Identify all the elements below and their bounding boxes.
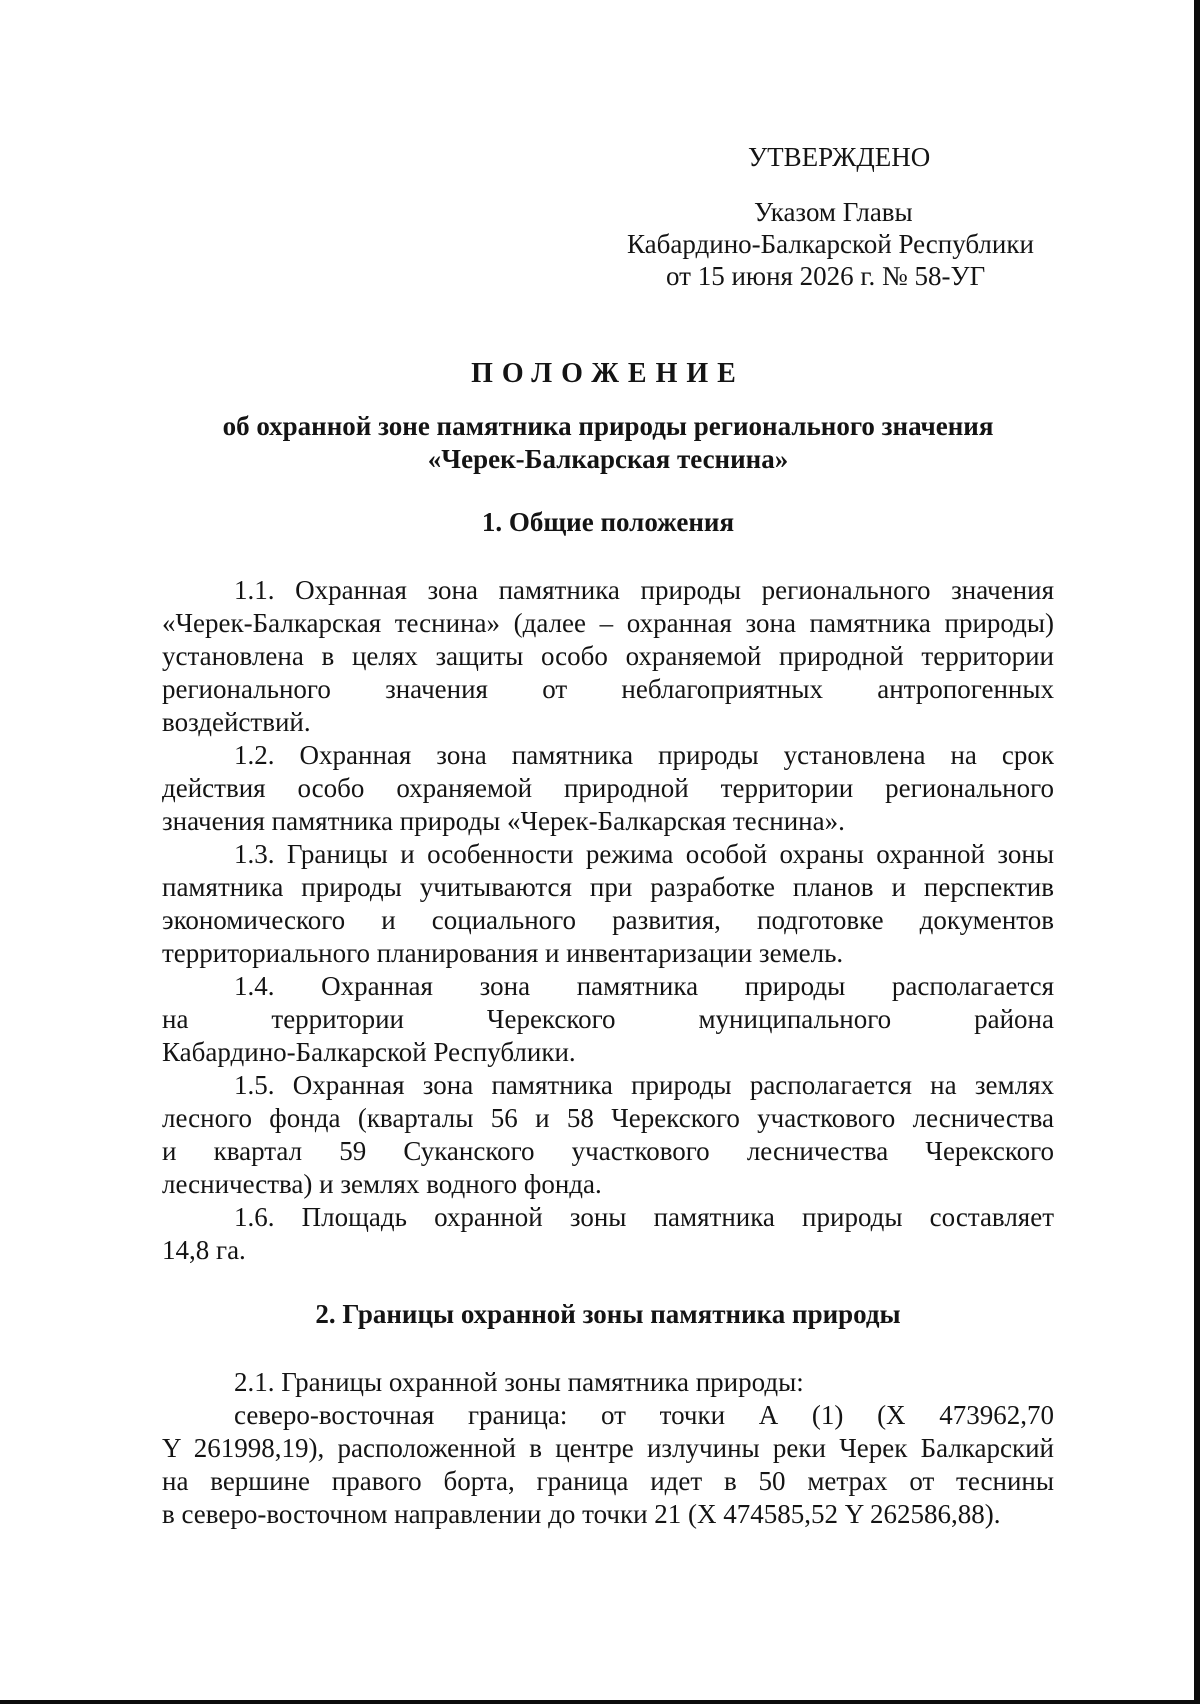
approval-line-1: Указом Главы [754, 197, 913, 227]
section-2-heading: 2. Границы охранной зоны памятника природы [315, 1299, 901, 1329]
paragraph-line: экономического и социального развития, подготовке документов [162, 905, 1054, 935]
approval-line-3: от 15 июня 2026 г. № 58-УГ [666, 261, 986, 291]
scan-edge-right [1194, 0, 1200, 1704]
paragraph-line: регионального значения от неблагоприятных антропогенных [162, 674, 1054, 704]
paragraph-line: лесничества) и землях водного фонда. [162, 1169, 602, 1199]
paragraph-line: 1.2. Охранная зона памятника природы установлена на срок [234, 740, 1054, 770]
subtitle-line-2: «Черек-Балкарская теснина» [427, 444, 789, 474]
approved-label: УТВЕРЖДЕНО [748, 142, 931, 172]
paragraph-line: и квартал 59 Суканского участкового лесничества Черекского [162, 1136, 1054, 1166]
paragraph-line: Y 261998,19), расположенной в центре излучины реки Черек Балкарский [162, 1433, 1054, 1463]
paragraph-line: 1.5. Охранная зона памятника природы располагается на землях [234, 1070, 1054, 1100]
approval-line-2: Кабардино-Балкарской Республики [627, 229, 1034, 259]
paragraph-line: на вершине правого борта, граница идет в 50 метрах от теснины [162, 1466, 1054, 1496]
paragraph-line: 2.1. Границы охранной зоны памятника природы: [234, 1367, 804, 1397]
paragraph-line: действия особо охраняемой природной территории регионального [162, 773, 1054, 803]
paragraph-line: значения памятника природы «Черек-Балкарская теснина». [162, 806, 845, 836]
paragraph-line: воздействий. [162, 707, 311, 737]
paragraph-line: 1.3. Границы и особенности режима особой охраны охранной зоны [234, 839, 1054, 869]
paragraph-line: на территории Черекского муниципального района [162, 1004, 1054, 1034]
document-title: ПОЛОЖЕНИЕ [471, 358, 745, 389]
scan-edge-bottom [0, 1700, 1200, 1704]
paragraph-line: «Черек-Балкарская теснина» (далее – охранная зона памятника природы) [162, 608, 1054, 638]
subtitle-line-1: об охранной зоне памятника природы регионального значения [222, 411, 994, 441]
paragraph-line: в северо-восточном направлении до точки 21 (Х 474585,52 Y 262586,88). [162, 1499, 1001, 1529]
paragraph-line: лесного фонда (кварталы 56 и 58 Черекского участкового лесничества [162, 1103, 1054, 1133]
paragraph-line: северо-восточная граница: от точки А (1) (Х 473962,70 [234, 1400, 1054, 1430]
paragraph-line: Кабардино-Балкарской Республики. [162, 1037, 576, 1067]
paragraph-line: установлена в целях защиты особо охраняемой природной территории [162, 641, 1054, 671]
paragraph-line: 1.1. Охранная зона памятника природы регионального значения [234, 575, 1054, 605]
paragraph-line: 14,8 га. [162, 1235, 246, 1265]
paragraph-line: 1.6. Площадь охранной зоны памятника природы составляет [234, 1202, 1054, 1232]
paragraph-line: территориального планирования и инвентаризации земель. [162, 938, 844, 968]
paragraph-line: 1.4. Охранная зона памятника природы располагается [234, 971, 1054, 1001]
paragraph-line: памятника природы учитываются при разработке планов и перспектив [162, 872, 1054, 902]
section-1-heading: 1. Общие положения [481, 507, 735, 537]
